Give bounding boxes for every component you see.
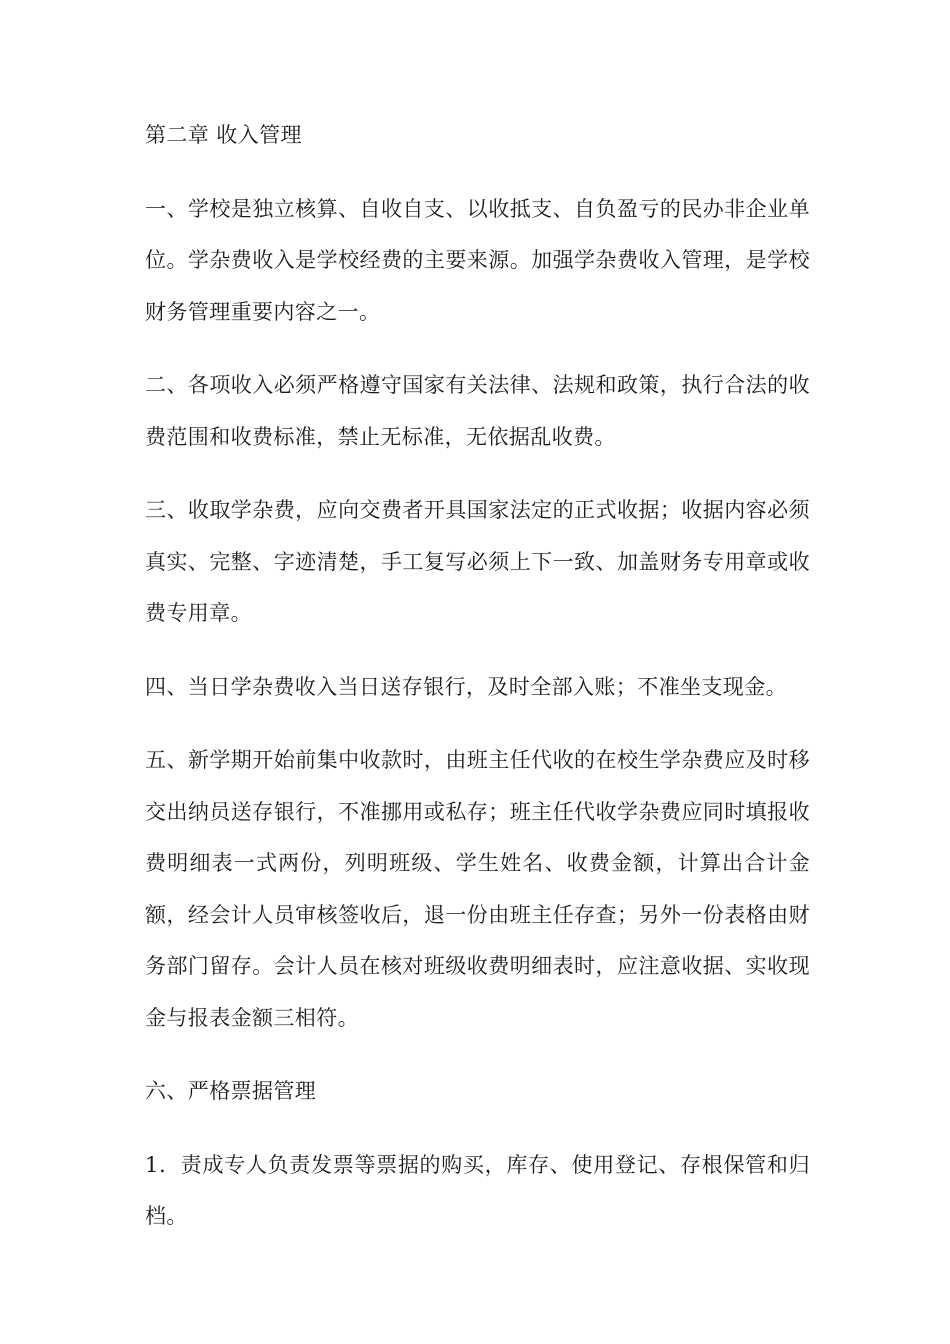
chapter-heading: 第二章 收入管理 xyxy=(145,123,302,147)
paragraph-3: 三、收取学杂费，应向交费者开具国家法定的正式收据；收据内容必须真实、完整、字迹清楚，手工复写必须上下一致、加盖财务专用章或收费专用章。 xyxy=(145,498,810,625)
paragraph-4: 四、当日学杂费收入当日送存银行，及时全部入账；不准坐支现金。 xyxy=(145,674,787,699)
paragraph-7: 1．责成专人负责发票等票据的购买，库存、使用登记、存根保管和归档。 xyxy=(145,1152,810,1228)
paragraph-2: 二、各项收入必须严格遵守国家有关法律、法规和政策，执行合法的收费范围和收费标准，禁止无标准，无依据乱收费。 xyxy=(145,373,810,449)
paragraph-5: 五、新学期开始前集中收款时，由班主任代收的在校生学杂费应及时移交出纳员送存银行，不准挪用或私存；班主任代收学杂费应同时填报收费明细表一式两份，列明班级、学生姓名、收费金额，计算出合计金额，经会计人员审核签收后，退一份由班主任存查；另外一份表格由财务部门留存。会计人员在核对班级收费明细表时，应注意收据、实收现金与报表金额三相符。 xyxy=(145,748,810,1030)
paragraph-1: 一、学校是独立核算、自收自支、以收抵支、自负盈亏的民办非企业单位。学杂费收入是学校经费的主要来源。加强学杂费收入管理，是学校财务管理重要内容之一。 xyxy=(145,196,810,324)
document-body xyxy=(145,110,810,1265)
paragraph-6: 六、严格票据管理 xyxy=(145,1079,317,1103)
